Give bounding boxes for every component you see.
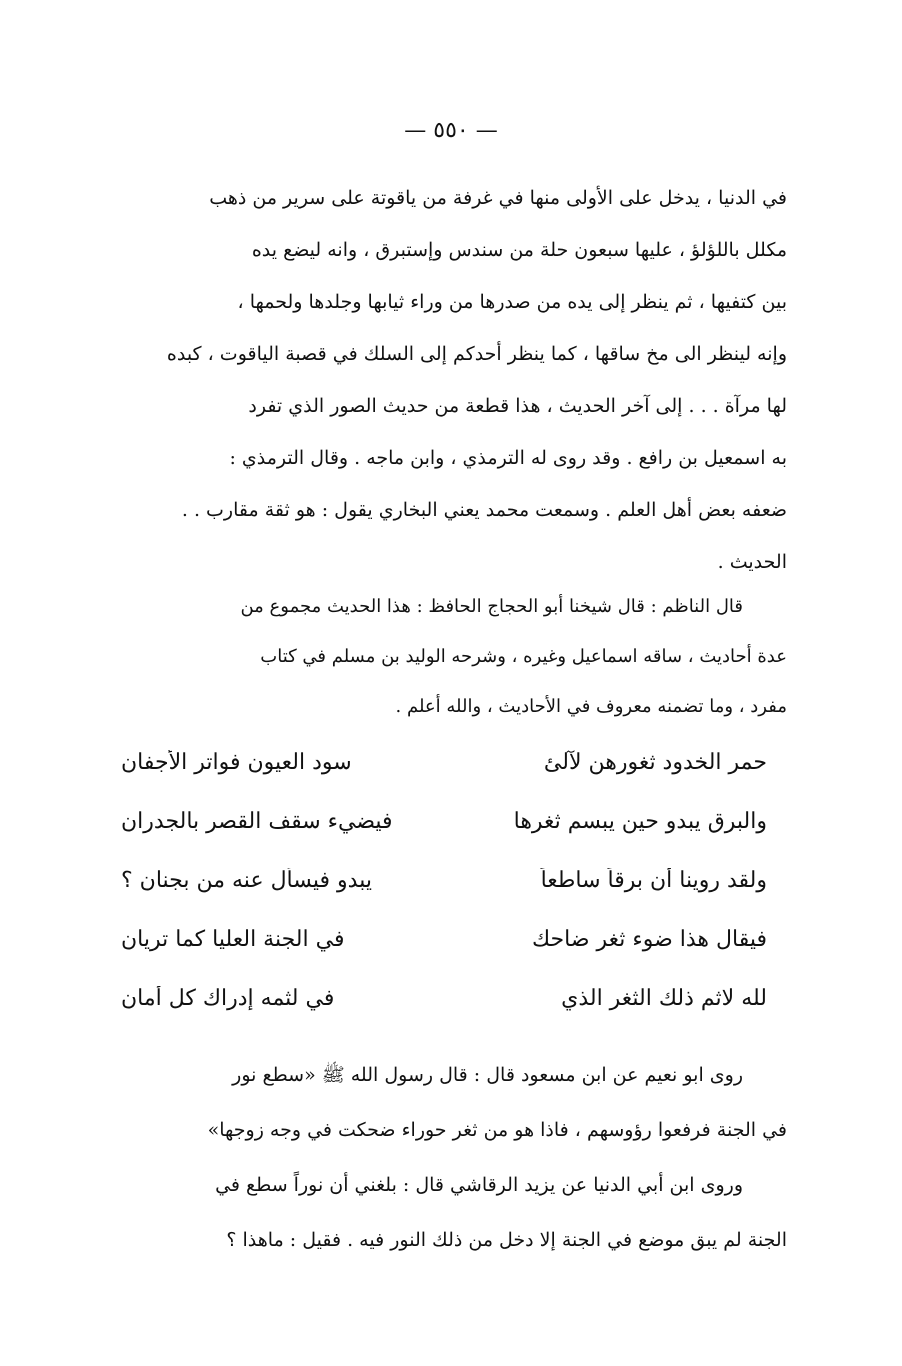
verse-second-hemistich: سود العيون فواتر الأجفان xyxy=(121,750,352,775)
text-line: لها مرآة . . . إلى آخر الحديث ، هذا قطعة من حديث الصور الذي تفرد xyxy=(248,395,787,417)
verse-first-hemistich: والبرق يبدو حين يبسم ثغرها xyxy=(513,809,767,834)
text-line: في الدنيا ، يدخل على الأولى منها في غرفة من ياقوتة على سرير من ذهب xyxy=(209,187,787,209)
text-line: عدة أحاديث ، ساقه اسماعيل وغيره ، وشرحه الوليد بن مسلم في كتاب xyxy=(260,646,787,667)
verse-first-hemistich: فيقال هذا ضوء ثغر ضاحك xyxy=(532,927,767,952)
text-line: بين كتفيها ، ثم ينظر إلى يده من صدرها من وراء ثيابها وجلدها ولحمها ، xyxy=(237,291,787,313)
page-number: — ٥٥٠ — xyxy=(404,118,498,143)
text-line: مكلل باللؤلؤ ، عليها سبعون حلة من سندس وإستبرق ، وانه ليضع يده xyxy=(251,239,787,261)
text-line: ضعفه بعض أهل العلم . وسمعت محمد يعني البخاري يقول : هو ثقة مقارب . . xyxy=(181,499,787,521)
text-line: روى ابو نعيم عن ابن مسعود قال : قال رسول الله ﷺ «سطع نور xyxy=(232,1064,743,1086)
verse-first-hemistich: لله لاثم ذلك الثغر الذي xyxy=(561,986,767,1011)
text-line: وروى ابن أبي الدنيا عن يزيد الرقاشي قال : بلغني أن نوراً سطع في xyxy=(215,1174,743,1196)
text-line: الحديث . xyxy=(717,551,787,573)
text-line: الجنة لم يبق موضع في الجنة إلا دخل من ذلك النور فيه . فقيل : ماهذا ؟ xyxy=(226,1229,787,1251)
poem-verse xyxy=(121,733,767,792)
text-line: في الجنة فرفعوا رؤوسهم ، فاذا هو من ثغر حوراء ضحكت في وجه زوجها» xyxy=(207,1119,787,1141)
poem-verse xyxy=(121,851,767,910)
paragraph-narrations xyxy=(105,1048,787,1268)
paragraph-hadith-description xyxy=(105,172,787,588)
poem xyxy=(121,733,767,1028)
verse-first-hemistich: حمر الخدود ثغورهن لآلئ xyxy=(543,750,767,775)
verse-second-hemistich: يبدو فيسأل عنه من بجنان ؟ xyxy=(121,868,372,893)
text-line: مفرد ، وما تضمنه معروف في الأحاديث ، والله أعلم . xyxy=(395,696,787,717)
verse-first-hemistich: ولقد روينا أن برقاً ساطعاً xyxy=(540,868,767,893)
poem-verse xyxy=(121,792,767,851)
verse-second-hemistich: فيضيء سقف القصر بالجدران xyxy=(121,809,393,834)
paragraph-narrator-comment xyxy=(105,582,787,732)
text-line: به اسمعيل بن رافع . وقد روى له الترمذي ، وابن ماجه . وقال الترمذي : xyxy=(229,447,787,469)
verse-second-hemistich: في الجنة العليا كما تريان xyxy=(121,927,345,952)
poem-verse xyxy=(121,910,767,969)
poem-verse xyxy=(121,969,767,1028)
verse-second-hemistich: في لثمه إدراك كل أمان xyxy=(121,986,335,1011)
text-line: وإنه لينظر الى مخ ساقها ، كما ينظر أحدكم إلى السلك في قصبة الياقوت ، كبده xyxy=(166,343,787,365)
text-line: قال الناظم : قال شيخنا أبو الحجاج الحافظ : هذا الحديث مجموع من xyxy=(240,596,743,617)
